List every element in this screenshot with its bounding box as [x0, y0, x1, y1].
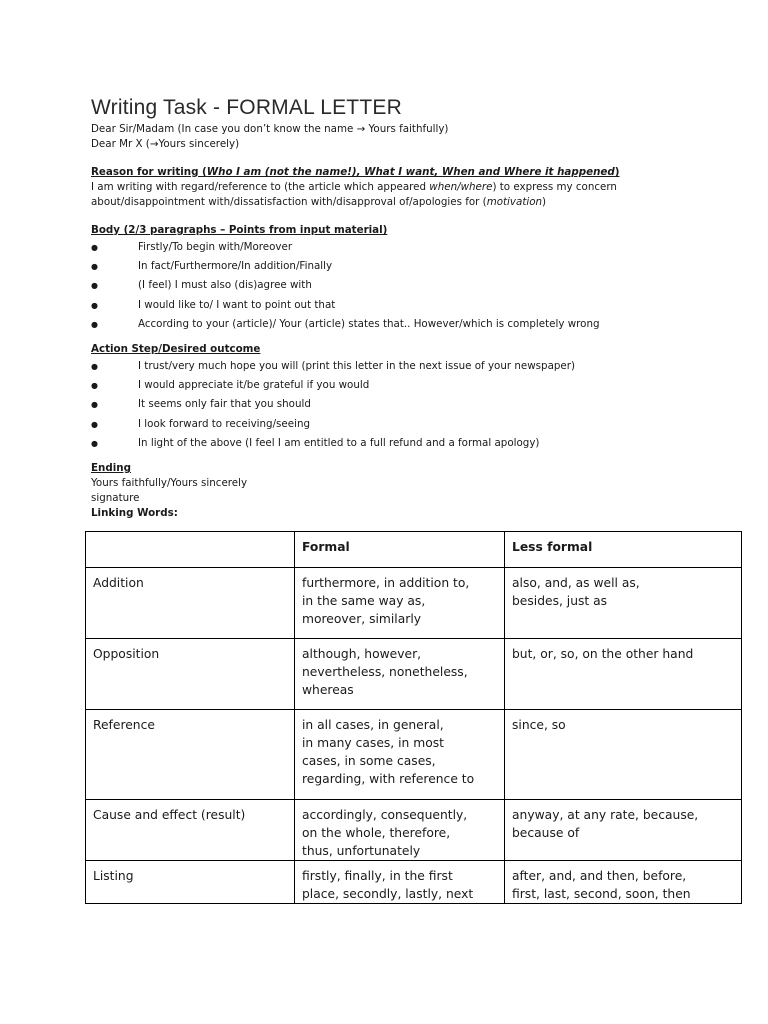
table-cell: since, so — [505, 710, 742, 800]
table-cell: Opposition — [86, 639, 295, 710]
table-cell: furthermore, in addition to, in the same way as, moreover, similarly — [295, 568, 505, 639]
action-heading: Action Step/Desired outcome — [91, 343, 261, 356]
body-list — [91, 238, 751, 334]
bullet-icon: ● — [91, 400, 98, 410]
page-title: Writing Task - FORMAL LETTER — [91, 96, 402, 119]
table-cell: although, however, nevertheless, nonetheless, whereas — [295, 639, 505, 710]
table-header-row — [86, 532, 742, 568]
bullet-icon: ● — [91, 438, 98, 448]
bullet-icon: ● — [91, 362, 98, 372]
table-cell: but, or, so, on the other hand — [505, 639, 742, 710]
body-heading: Body (2/3 paragraphs – Points from input material) — [91, 224, 388, 236]
list-item: ● Firstly/To begin with/Moreover — [91, 238, 751, 257]
list-item: ● It seems only fair that you should — [91, 395, 751, 414]
table-header-cell: Less formal — [505, 532, 742, 568]
list-item: ● I would like to/ I want to point out that — [91, 296, 751, 315]
reason-text-line: about/disappointment with/dissatisfaction with/disapproval of/apologies for (motivation) — [91, 196, 547, 208]
table-row — [86, 861, 742, 904]
list-item: ● I would appreciate it/be grateful if you would — [91, 376, 751, 395]
table-cell: Addition — [86, 568, 295, 639]
table-header-cell — [86, 532, 295, 568]
list-item: ● According to your (article)/ Your (article) states that.. However/which is completely wrong — [91, 315, 751, 334]
table-row — [86, 710, 742, 800]
reason-heading: Reason for writing (Who I am (not the name!), What I want, When and Where it happened) — [91, 166, 620, 178]
table-row — [86, 800, 742, 861]
table-row — [86, 568, 742, 639]
table-header-cell: Formal — [295, 532, 505, 568]
list-item: ● In light of the above (I feel I am entitled to a full refund and a formal apology) — [91, 434, 751, 453]
list-item: ● I trust/very much hope you will (print this letter in the next issue of your newspaper) — [91, 357, 751, 376]
list-item: ● In fact/Furthermore/In addition/Finally — [91, 257, 751, 276]
table-cell: after, and, and then, before, first, last, second, soon, then — [505, 861, 742, 904]
table-cell: also, and, as well as, besides, just as — [505, 568, 742, 639]
linking-words-label: Linking Words: — [91, 507, 178, 520]
table-cell: in all cases, in general, in many cases, in most cases, in some cases, regarding, with reference to — [295, 710, 505, 800]
salutation-line: Dear Sir/Madam (In case you don’t know the name → Yours faithfully) — [91, 123, 449, 135]
table-row — [86, 639, 742, 710]
bullet-icon: ● — [91, 281, 98, 291]
action-list — [91, 357, 751, 453]
list-item: ● (I feel) I must also (dis)agree with — [91, 276, 751, 295]
ending-line: Yours faithfully/Yours sincerely — [91, 477, 248, 490]
bullet-icon: ● — [91, 381, 98, 391]
bullet-icon: ● — [91, 243, 98, 252]
table-cell: Cause and effect (result) — [86, 800, 295, 861]
table-cell: Listing — [86, 861, 295, 904]
ending-heading: Ending — [91, 462, 131, 475]
table-cell: accordingly, consequently, on the whole, therefore, thus, unfortunately — [295, 800, 505, 861]
linking-words-table — [85, 531, 742, 904]
bullet-icon: ● — [91, 300, 98, 310]
list-item: ● I look forward to receiving/seeing — [91, 415, 751, 434]
ending-line: signature — [91, 492, 140, 505]
bullet-icon: ● — [91, 262, 98, 272]
table-cell: anyway, at any rate, because, because of — [505, 800, 742, 861]
reason-text-line: I am writing with regard/reference to (the article which appeared when/where) to express my concern — [91, 181, 617, 193]
table-cell: Reference — [86, 710, 295, 800]
bullet-icon: ● — [91, 419, 98, 429]
document-page — [91, 96, 751, 521]
table-cell: firstly, finally, in the first place, secondly, lastly, next — [295, 861, 505, 904]
salutation-line: Dear Mr X (→Yours sincerely) — [91, 138, 240, 150]
bullet-icon: ● — [91, 319, 98, 329]
